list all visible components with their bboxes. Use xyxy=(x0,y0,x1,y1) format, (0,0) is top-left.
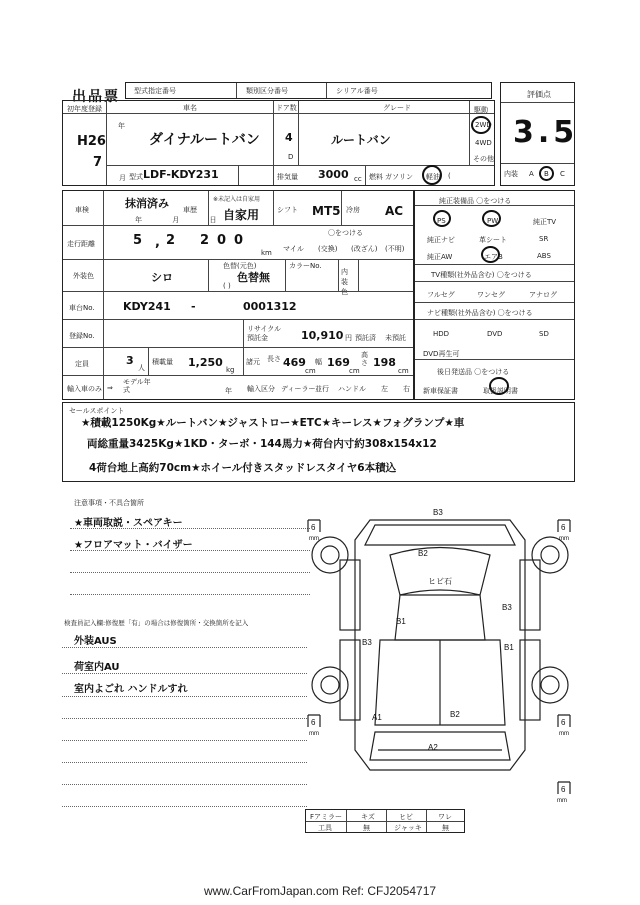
chassis-number: 0001312 xyxy=(243,300,297,313)
tread-unit-3: mm xyxy=(309,731,319,737)
shift-label: シフト xyxy=(277,206,298,214)
interior-grade-b: B xyxy=(544,170,549,178)
legend-v1: 工具 xyxy=(318,824,332,832)
dmg-label-7: B1 xyxy=(504,643,514,652)
history-label: 車歴 xyxy=(183,206,197,214)
tread-unit-4: mm xyxy=(559,731,569,737)
legend-v2: 無 xyxy=(363,824,370,832)
dmg-label-6: B1 xyxy=(396,617,406,626)
docs-warranty: 新車保証書 xyxy=(423,387,458,395)
tread-value-5: 6 xyxy=(561,785,566,794)
inspector-line-3: 室内よごれ ハンドルすれ xyxy=(74,684,188,695)
legend-h1: Fアミラー xyxy=(310,813,343,821)
sales-line-3: 4荷台地上高約70cm★ホイール付きスタッドレスタイヤ6本積込 xyxy=(89,462,397,474)
load-label: 積載量 xyxy=(152,358,173,366)
equip-airbag-circle xyxy=(481,246,500,263)
sales-line-2: 両総重量3425Kg★1KD・ターボ・144馬力★荷台内寸約308x154x12 xyxy=(87,438,437,450)
length-unit: cm xyxy=(305,367,316,375)
equip-sr: SR xyxy=(539,235,549,243)
mileage-digit-1: 5 xyxy=(133,233,143,248)
color-change: 色替無 xyxy=(237,271,270,284)
door-suffix: D xyxy=(288,153,294,161)
tread-value-2: 6 xyxy=(561,523,566,532)
ac-label: 冷房 xyxy=(346,206,360,214)
capacity-unit: 人 xyxy=(138,364,145,372)
interior-grade-c: C xyxy=(560,170,565,178)
sales-line-1: ★積載1250Kg★ルートバン★ジャストロー★ETC★キーレス★フォグランプ★車 xyxy=(81,417,465,429)
model-year-unit: 年 xyxy=(225,387,232,395)
color-label: 外装色 xyxy=(73,272,94,280)
mileage-label: 走行距離 xyxy=(67,240,95,248)
grade: ルートバン xyxy=(331,133,391,147)
color: シロ xyxy=(151,271,173,284)
navi-dvd: DVD xyxy=(487,330,503,338)
interior-label: 内装 xyxy=(504,170,518,178)
equip-airbag: エアB xyxy=(484,253,503,261)
wheel-front-right xyxy=(532,537,568,573)
width-unit: cm xyxy=(349,367,360,375)
mileage-opt-exchange: (交換) xyxy=(318,245,338,253)
handle-right: 右 xyxy=(403,385,410,393)
width-label: 幅 xyxy=(315,358,322,366)
recycle-label: リサイクル預託金 xyxy=(247,325,282,342)
recycle-paid: 預託済 xyxy=(355,334,376,342)
note-line-1: ★車両取説・スペアキー xyxy=(74,518,183,529)
import-parallel: 並行 xyxy=(315,385,329,393)
footer-watermark: www.CarFromJapan.com Ref: CFJ2054717 xyxy=(203,884,437,898)
score-value: 3.5 xyxy=(513,115,579,150)
dmg-label-1: B3 xyxy=(433,508,443,517)
tread-value-1: 6 xyxy=(311,523,316,532)
import-dealer: ディーラー xyxy=(281,385,316,393)
shaken-label: 車検 xyxy=(75,206,89,214)
dmg-label-8: B2 xyxy=(450,710,460,719)
note-line-2: ★フロアマット・バイザー xyxy=(74,540,193,551)
field-type-number: 型式指定番号 xyxy=(134,87,176,95)
legend-h3: ヒビ xyxy=(399,813,413,821)
vehicle-block xyxy=(62,100,495,186)
car-front xyxy=(365,525,515,545)
interior-color-label: 内装色 xyxy=(341,268,348,296)
tread-value-4: 6 xyxy=(561,718,566,727)
equip-abs: ABS xyxy=(537,252,551,260)
mileage-opt-tamper: (改ざん) xyxy=(351,245,378,253)
chassis-dash: - xyxy=(191,300,196,313)
recycle: 10,910 xyxy=(301,329,344,342)
import-label: 輸入車のみ xyxy=(67,385,102,393)
first-reg-label: 初年度登録 xyxy=(67,105,102,113)
height-unit: cm xyxy=(398,367,409,375)
equip-aw: 純正AW xyxy=(427,253,453,261)
model-code: LDF-KDY231 xyxy=(143,168,219,181)
length: 469 xyxy=(283,356,306,369)
type-label: 型式 xyxy=(129,173,143,181)
drive-circle xyxy=(471,116,491,134)
handle-left: 左 xyxy=(381,385,388,393)
chassis-label: 車台No. xyxy=(69,304,95,312)
mileage-digit-2: 2 xyxy=(166,233,176,248)
car-name-label: 車名 xyxy=(183,104,197,112)
color-change-label: 色替(元色) xyxy=(223,262,257,270)
equip-pw-circle xyxy=(482,210,501,227)
history: 自家用 xyxy=(223,208,260,222)
equip-pw: PW xyxy=(487,217,499,225)
fuel-circle xyxy=(422,165,442,185)
equipment-block xyxy=(414,190,575,400)
cc-unit: cc xyxy=(354,175,362,183)
dmg-label-5: B3 xyxy=(362,638,372,647)
displacement-label: 排気量 xyxy=(277,173,298,181)
month-unit: 月 xyxy=(119,174,126,182)
field-class-number: 類別区分番号 xyxy=(246,87,288,95)
chassis-prefix: KDY241 xyxy=(123,300,171,313)
reg-label: 登録No. xyxy=(69,332,95,340)
roof xyxy=(395,595,485,640)
car-damage-diagram xyxy=(300,500,580,804)
tv-analog: アナログ xyxy=(529,291,557,299)
import-arrow: ⇒ xyxy=(107,384,113,392)
equip-leather: 革シート xyxy=(479,236,507,244)
mileage-sep: , xyxy=(155,235,160,250)
tread-unit-1: mm xyxy=(309,536,319,542)
notes-label: 注意事項・不具合箇所 xyxy=(74,499,144,507)
fuel-other: ( xyxy=(448,172,451,180)
capacity: 3 xyxy=(126,354,134,367)
docs-manual-circle xyxy=(489,377,509,395)
import-type-label: 輸入区分 xyxy=(247,385,275,393)
drive-2wd: 2WD xyxy=(475,121,492,129)
windshield xyxy=(390,548,490,596)
equip-ps: PS xyxy=(437,217,446,225)
color-no-label: カラーNo. xyxy=(289,262,322,270)
drive-label: 駆動 xyxy=(474,106,488,114)
door-count: 4 xyxy=(285,131,293,144)
color-change-paren: ( ) xyxy=(223,282,231,290)
equip-navi: 純正ナビ xyxy=(427,236,455,244)
form-title: 出品票 xyxy=(72,89,120,105)
shaken-status: 抹消済み xyxy=(125,197,169,210)
year-unit: 年 xyxy=(118,122,125,130)
tv-fullseg: フルセグ xyxy=(427,291,455,299)
navi-title: ナビ種類(社外品含む) 〇をつける xyxy=(427,309,533,317)
damage-legend xyxy=(305,809,465,833)
tread-unit-5: mm xyxy=(557,798,567,804)
navi-sd: SD xyxy=(539,330,549,338)
model-year-label: モデル年式 xyxy=(123,378,151,394)
tread-unit-2: mm xyxy=(559,536,569,542)
inspector-line-1: 外装AUS xyxy=(74,636,117,647)
sales-points-label: セールスポイント xyxy=(69,407,125,415)
wheel-front-left xyxy=(312,537,348,573)
history-note: ※未記入は自家用 xyxy=(213,196,261,203)
mileage-digit-5: 0 xyxy=(234,233,244,248)
dmg-label-4: B3 xyxy=(502,603,512,612)
mileage-circle-hint: 〇をつける xyxy=(328,229,363,237)
dmg-label-9: A1 xyxy=(372,713,382,722)
height: 198 xyxy=(373,356,396,369)
notes-section xyxy=(62,492,312,612)
dmg-label-2: B2 xyxy=(418,549,428,558)
car-name: ダイナルートバン xyxy=(149,132,260,148)
inspector-line-2: 荷室内AU xyxy=(74,662,120,673)
mileage-digit-4: 0 xyxy=(217,233,227,248)
drive-other: その他 xyxy=(473,155,494,163)
score-box xyxy=(500,82,579,186)
field-serial-number: シリアル番号 xyxy=(336,87,378,95)
tv-oneseg: ワンセグ xyxy=(477,291,505,299)
height-label: 高さ xyxy=(361,351,368,367)
fuel-diesel: 軽油 xyxy=(426,173,440,181)
grade-label: グレード xyxy=(383,104,411,112)
interior-grade-a: A xyxy=(529,170,534,178)
docs-manual: 取扱説明書 xyxy=(483,387,518,395)
dmg-label-3: ヒビ石 xyxy=(428,577,452,586)
width: 169 xyxy=(327,356,350,369)
recycle-unpaid: 未預託 xyxy=(385,334,406,342)
navi-hdd: HDD xyxy=(433,330,450,338)
first-reg-year: H26 xyxy=(77,134,106,149)
fuel-label: 燃料 xyxy=(369,173,383,181)
shift: MT5 xyxy=(312,204,341,218)
dims-label: 諸元 xyxy=(246,358,260,366)
dvd-playback: DVD再生可 xyxy=(423,350,460,358)
door-label: ドア数 xyxy=(276,104,297,112)
drive-4wd: 4WD xyxy=(475,139,492,147)
equip-ps-circle xyxy=(433,210,451,227)
score-label: 評価点 xyxy=(527,90,551,99)
docs-title: 後日発送品 〇をつける xyxy=(437,368,510,376)
equipment-title: 純正装備品 〇をつける xyxy=(439,197,512,205)
legend-v4: 無 xyxy=(442,824,449,832)
inspector-label: 検査員記入欄:修復歴「有」の場合は修復箇所・交換箇所を記入 xyxy=(64,619,249,627)
legend-v3: ジャッキ xyxy=(394,824,422,832)
ac: AC xyxy=(385,204,404,218)
load: 1,250 xyxy=(188,356,223,369)
dmg-label-10: A2 xyxy=(428,743,438,752)
shaken-date: 年 月 日 xyxy=(135,216,231,224)
inspector-section xyxy=(62,612,312,822)
mileage-opt-mile: マイル xyxy=(283,245,304,253)
rear xyxy=(370,732,510,760)
mileage-opt-unknown: (不明) xyxy=(385,245,405,253)
load-unit: kg xyxy=(226,366,235,374)
first-reg-month: 7 xyxy=(93,155,103,170)
recycle-unit: 円 xyxy=(345,334,352,342)
mileage-digit-3: 2 xyxy=(200,233,210,248)
details-table xyxy=(62,190,414,400)
fuel-gasoline: ガソリン xyxy=(385,173,413,181)
header-fields xyxy=(125,82,492,99)
capacity-label: 定員 xyxy=(75,360,89,368)
handle-label: ハンドル xyxy=(338,385,366,393)
tread-value-3: 6 xyxy=(311,718,316,727)
length-label: 長さ xyxy=(267,355,281,363)
wheel-rear-right xyxy=(532,667,568,703)
legend-h4: ワレ xyxy=(438,813,452,821)
legend-h2: キズ xyxy=(361,813,375,821)
km-unit: km xyxy=(261,249,272,257)
displacement: 3000 xyxy=(318,168,349,181)
tv-title: TV種類(社外品含む) 〇をつける xyxy=(431,271,532,279)
wheel-rear-left xyxy=(312,667,348,703)
sales-points xyxy=(62,402,575,482)
interior-grade-circle xyxy=(539,166,554,181)
equip-tv: 純正TV xyxy=(533,218,557,226)
